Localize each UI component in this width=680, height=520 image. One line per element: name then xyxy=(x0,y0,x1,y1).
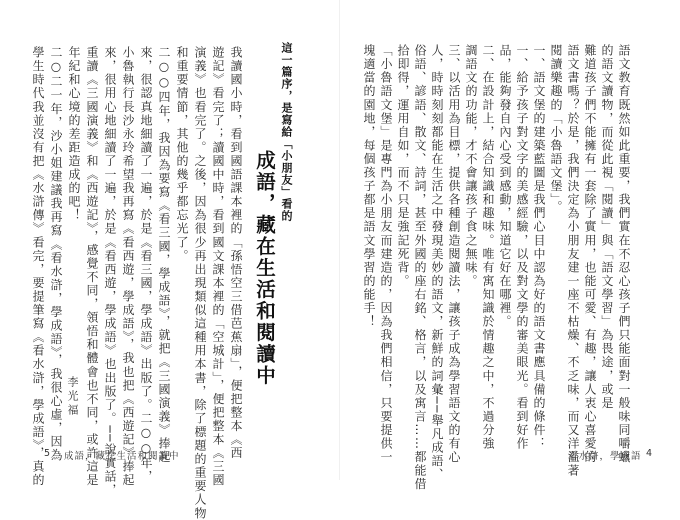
text-column: 品，能夠發自內心受到感動，知道它好在哪裡。 xyxy=(498,44,512,329)
text-column: 難道孩子們不能擁有一套除了實用，也能可愛、有趣，讓人衷心喜愛的 xyxy=(583,44,597,465)
running-title-right: 看水滸，學成語 xyxy=(568,451,642,462)
text-column: 二○二一年，沙小姐建議我再寫《看水滸，學成語》，我很心虛，因為 xyxy=(49,46,63,463)
text-column: 拾即得，運用自如，而不只是強記死背。 xyxy=(396,44,410,288)
preface-title: 成語，藏在生活和閱讀中 xyxy=(253,150,276,387)
text-column: 和重要情節，其他的幾乎都忘光了。 xyxy=(175,46,189,263)
text-column: 二○○四年，我因為要寫《看三國，學成語》，就把《三國演義》捧起 xyxy=(157,46,171,465)
text-column: 學生時代我並沒有把《水滸傳》看完，要提筆寫《看水滸，學成語》，真的 xyxy=(31,46,45,488)
text-column: 遊記》看完了；讀國中時，看到國文課本裡的「空城計」，便把整本《三國 xyxy=(211,46,225,488)
text-column: 演義》也看完了。之後，因為很少再出現類似這種用本書，除了標題的重要人物 xyxy=(193,46,207,520)
text-column: 人，時時刻刻都能在生活之中發現美妙的語文，新鮮的詞彙──舉凡成語、 xyxy=(430,44,444,482)
text-column: 塊適當的園地，每個孩子都是語文學習的能手！ xyxy=(362,44,376,329)
text-column: 俗語、諺語、散文、詩詞，甚至外國的座右銘、格言，以及寓言……都能借 xyxy=(413,44,427,492)
text-column: 語文教育既然如此重要，我們實在不忍心孩子們只能面對一般味同嚼蠟 xyxy=(617,44,631,465)
text-column: 「小魯語文堡」是專門為小朋友而建造的，因為我們相信，只要提供一 xyxy=(379,44,393,465)
preface-subtitle: 這一篇序，是寫給「小朋友」看的 xyxy=(280,42,293,222)
author-name: 李光福 xyxy=(66,376,79,418)
text-column: 來，很用心地細讀了一遍，於是《看西遊，學成語》也出版了。──說實話， xyxy=(103,46,117,498)
text-column: 我讀國小時，看到國語課本裡的「孫悟空三借芭蕉扇」，便把整本《西 xyxy=(229,46,243,461)
text-column: 閱讀樂趣的「小魯語文堡」。 xyxy=(549,44,563,215)
text-column: 年紀和心境的差距造成的吧！ xyxy=(67,46,81,223)
text-column: 一、語文堡的建築藍圖是我們心目中認為好的語文書應具備的條件： xyxy=(532,44,546,451)
page-number-left: 5 xyxy=(44,448,52,459)
text-column: 一、給予孩子對文字的美感經驗，以及對文學的審美眼光。看到好作 xyxy=(515,44,529,451)
right-page xyxy=(340,0,680,492)
text-column: 語文書嗎？於是，我們決定為小朋友建一座不枯燥、不乏味，而又洋溢著 xyxy=(566,44,580,478)
text-column: 的語文讀物，而從此視「閱讀」與「語文學習」為畏途，或是 xyxy=(600,44,614,410)
text-column: 小魯執行長沙永玲希望我再寫《看西遊，學成語》，我也把《西遊記》捧起 xyxy=(121,46,135,488)
page-number-right: 4 xyxy=(646,448,654,459)
running-title-left: 成語，藏在生活和閱讀中 xyxy=(64,451,180,462)
text-column: 二、在設計上，結合知識和趣味。唯有寓知識於情趣之中，不過分強 xyxy=(481,44,495,451)
text-column: 調語文的功能，才不會讓孩子食之無味。 xyxy=(464,44,478,288)
text-column: 三、以活用為目標，提供各種創造閱讀法，讓孩子成為學習語文的有心 xyxy=(447,44,461,465)
text-column: 來，很認真地細讀了一遍，於是《看三國，學成語》出版了。二○○年， xyxy=(139,46,153,484)
text-column: 重讀《三國演義》和《西遊記》，感覺不同，領悟和體會也不同，或許這是 xyxy=(85,46,99,488)
